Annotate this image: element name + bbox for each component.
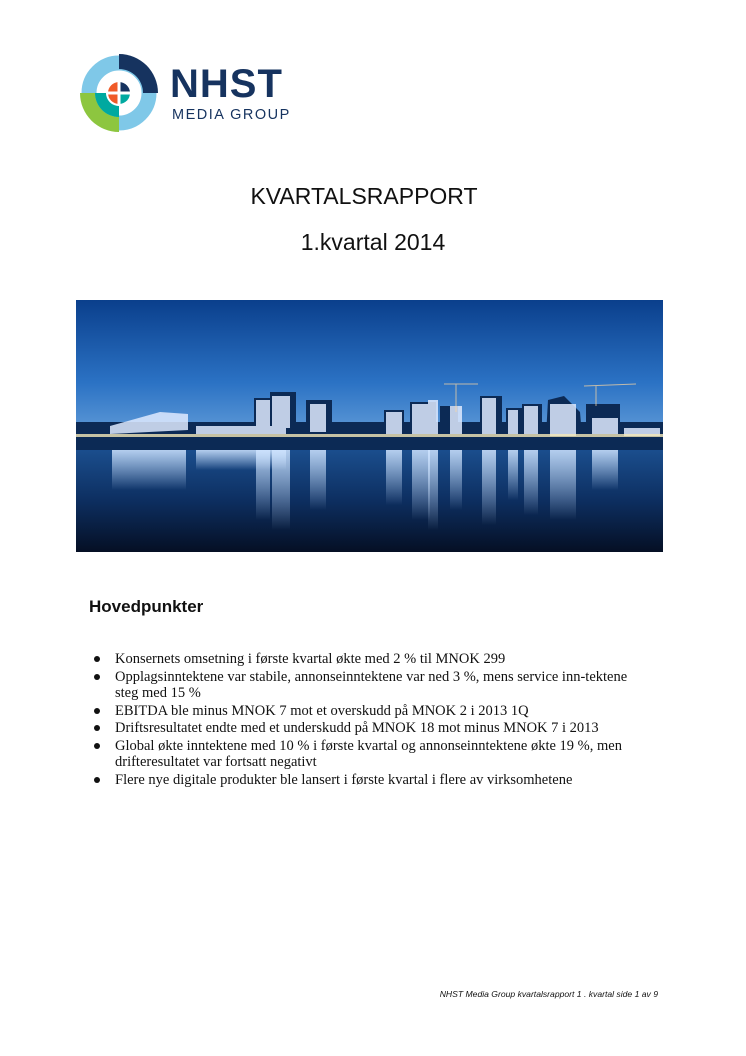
nhst-logo-icon <box>78 52 160 134</box>
report-period: 1.kvartal 2014 <box>300 229 446 255</box>
list-item-text: Driftsresultatet endte med et underskudd på MNOK 18 mot minus MNOK 7 i 2013 <box>115 720 599 737</box>
list-item <box>92 720 652 736</box>
list-item-text: Konsernets omsetning i første kvartal økte med 2 % til MNOK 299 <box>115 651 506 667</box>
bullet-icon <box>94 777 100 783</box>
bullet-icon <box>94 725 100 731</box>
logo-wordmark: NHST <box>170 62 283 106</box>
report-title: KVARTALSRAPPORT <box>250 183 478 209</box>
list-item-text: EBITDA ble minus MNOK 7 mot et overskudd på MNOK 2 i 2013 1Q <box>115 702 529 719</box>
bullet-icon <box>94 674 100 680</box>
highlights-heading: Hovedpunkter <box>89 597 204 616</box>
logo-subtitle: MEDIA GROUP <box>172 107 291 123</box>
nhst-logo <box>78 52 318 134</box>
list-item-text: Opplagsinntektene var stabile, annonseinntektene var ned 3 %, mens service inn-tektene steg med 15 % <box>115 668 628 701</box>
bullet-icon <box>94 656 100 662</box>
list-item-text: Flere nye digitale produkter ble lansert i første kvartal i flere av virksomhetene <box>115 771 573 788</box>
bullet-icon <box>94 743 100 749</box>
city-skyline-photo <box>76 300 663 552</box>
list-item <box>92 703 652 719</box>
list-item <box>92 669 652 701</box>
list-item <box>92 738 652 770</box>
list-item-text: Global økte inntektene med 10 % i første kvartal og annonseinntektene økte 19 %, men drifteresultatet var fortsatt negativt <box>115 738 622 771</box>
bullet-icon <box>94 708 100 714</box>
list-item <box>92 772 652 788</box>
list-item <box>92 651 652 667</box>
highlights-list <box>92 651 652 790</box>
page-footer: NHST Media Group kvartalsrapport 1 . kvartal side 1 av 9 <box>439 989 658 999</box>
